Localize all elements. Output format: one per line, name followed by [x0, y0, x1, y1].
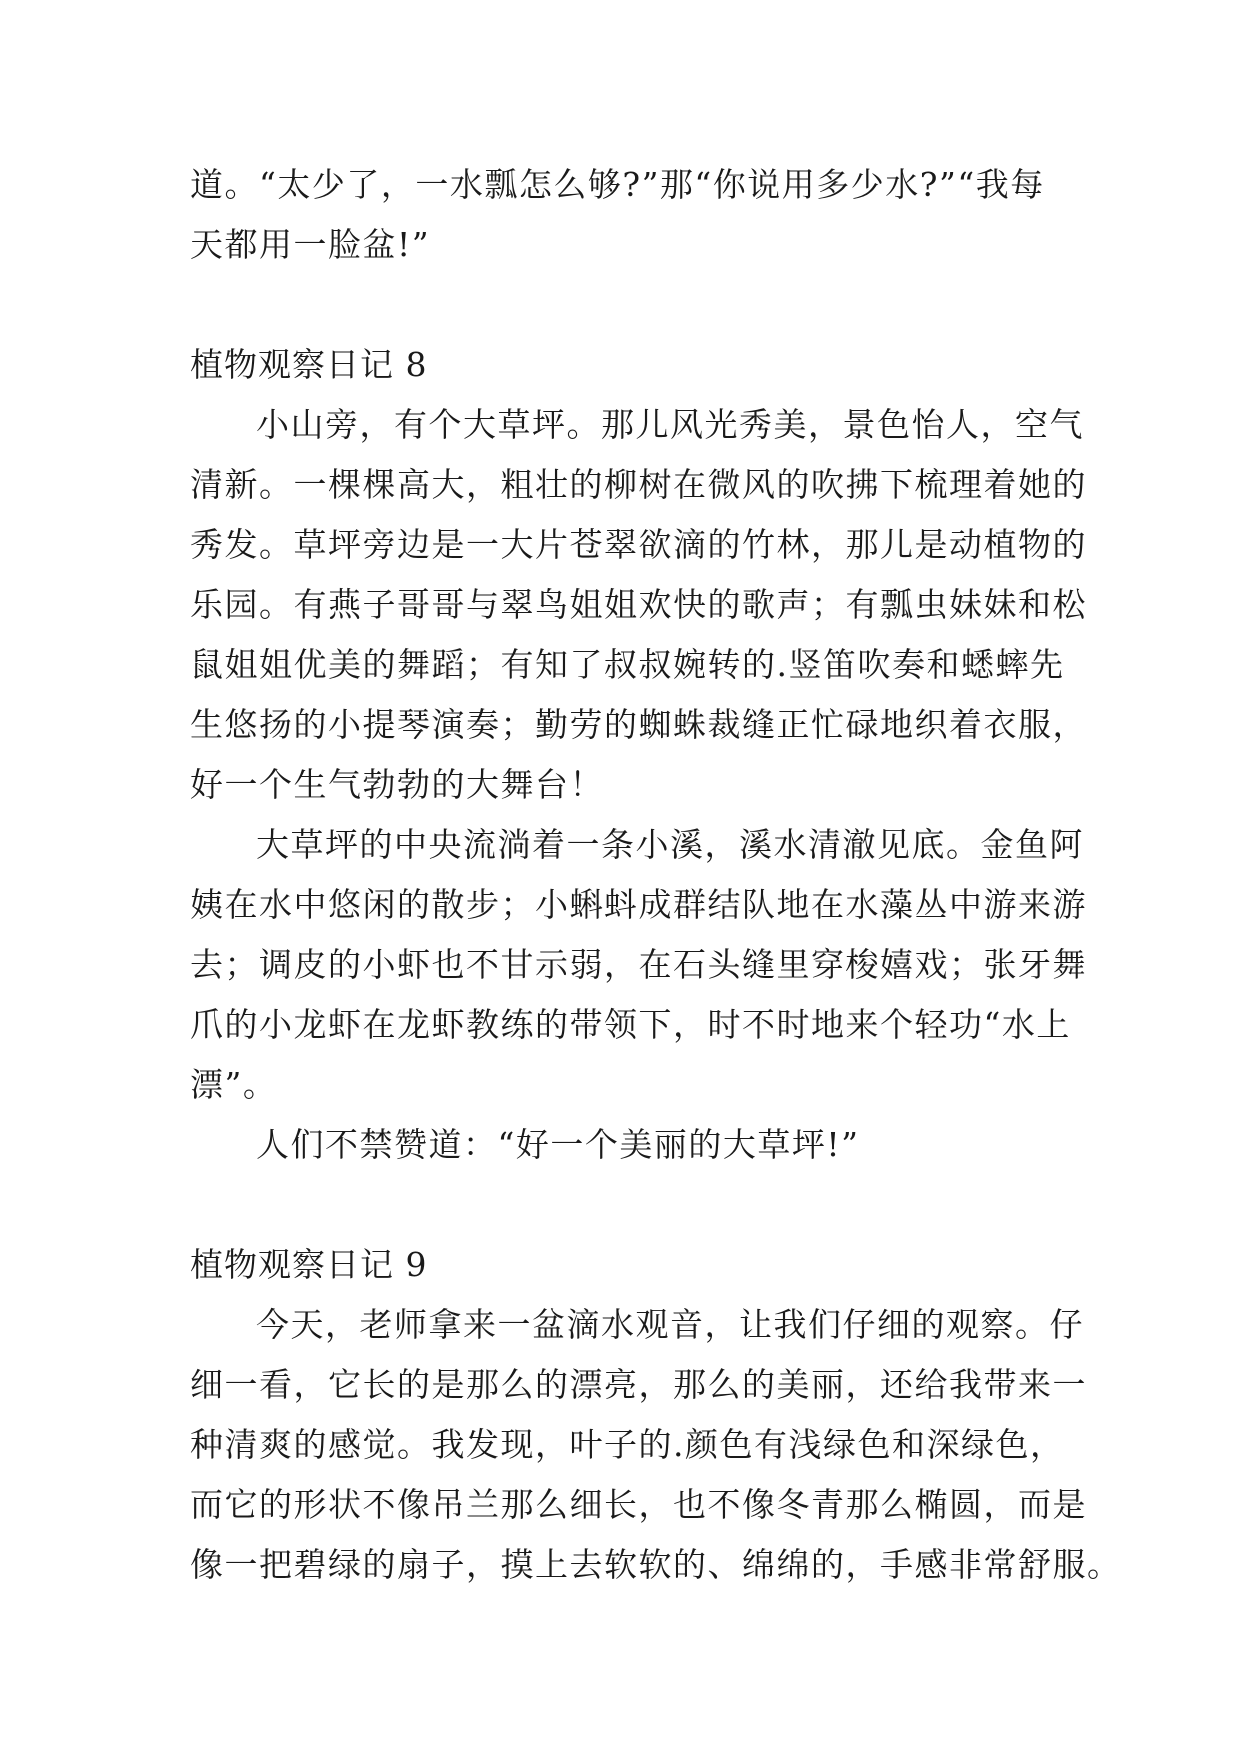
body-line: 爪的小龙虾在龙虾教练的带领下，时不时地来个轻功“水上 [190, 1005, 1071, 1044]
document-body [190, 155, 1122, 1595]
body-line: 种清爽的感觉。我发现，叶子的.颜色有浅绿色和深绿色， [190, 1425, 1065, 1464]
body-line: 生悠扬的小提琴演奏；勤劳的蜘蛛裁缝正忙碌地织着衣服， [190, 705, 1087, 744]
body-line: 道。“太少了，一水瓢怎么够?”那“你说用多少水?”“我每 [190, 165, 1045, 204]
section-gap [190, 1175, 1070, 1235]
body-line: 而它的形状不像吊兰那么细长，也不像冬青那么椭圆，而是 [190, 1485, 1087, 1524]
body-line: 姨在水中悠闲的散步；小蝌蚪成群结队地在水藻丛中游来游 [190, 885, 1087, 924]
body-line: 乐园。有燕子哥哥与翠鸟姐姐欢快的歌声；有瓢虫妹妹和松 [190, 585, 1087, 624]
body-line: 鼠姐姐优美的舞蹈；有知了叔叔婉转的.竖笛吹奏和蟋蟀先 [190, 645, 1065, 684]
body-line: 好一个生气勃勃的大舞台！ [190, 765, 604, 804]
body-line: 天都用一脸盆!” [190, 225, 431, 264]
body-line: 细一看，它长的是那么的漂亮，那么的美丽，还给我带来一 [190, 1365, 1087, 1404]
section-title: 植物观察日记 8 [190, 345, 428, 384]
section-title: 植物观察日记 9 [190, 1245, 428, 1284]
body-line: 去；调皮的小虾也不甘示弱，在石头缝里穿梭嬉戏；张牙舞 [190, 945, 1087, 984]
body-line: 清新。一棵棵高大，粗壮的柳树在微风的吹拂下梳理着她的 [190, 465, 1087, 504]
body-line: 漂”。 [190, 1065, 278, 1104]
section-gap [190, 275, 1070, 335]
paragraph-first-line: 小山旁，有个大草坪。那儿风光秀美，景色怡人，空气 [256, 405, 1084, 444]
paragraph-first-line: 人们不禁赞道：“好一个美丽的大草坪!” [256, 1125, 860, 1164]
paragraph-first-line: 今天，老师拿来一盆滴水观音，让我们仔细的观察。仔 [256, 1305, 1084, 1344]
paragraph-first-line: 大草坪的中央流淌着一条小溪，溪水清澈见底。金鱼阿 [256, 825, 1084, 864]
body-line: 秀发。草坪旁边是一大片苍翠欲滴的竹林，那儿是动植物的 [190, 525, 1087, 564]
body-line: 像一把碧绿的扇子，摸上去软软的、绵绵的，手感非常舒服。 [190, 1545, 1122, 1584]
